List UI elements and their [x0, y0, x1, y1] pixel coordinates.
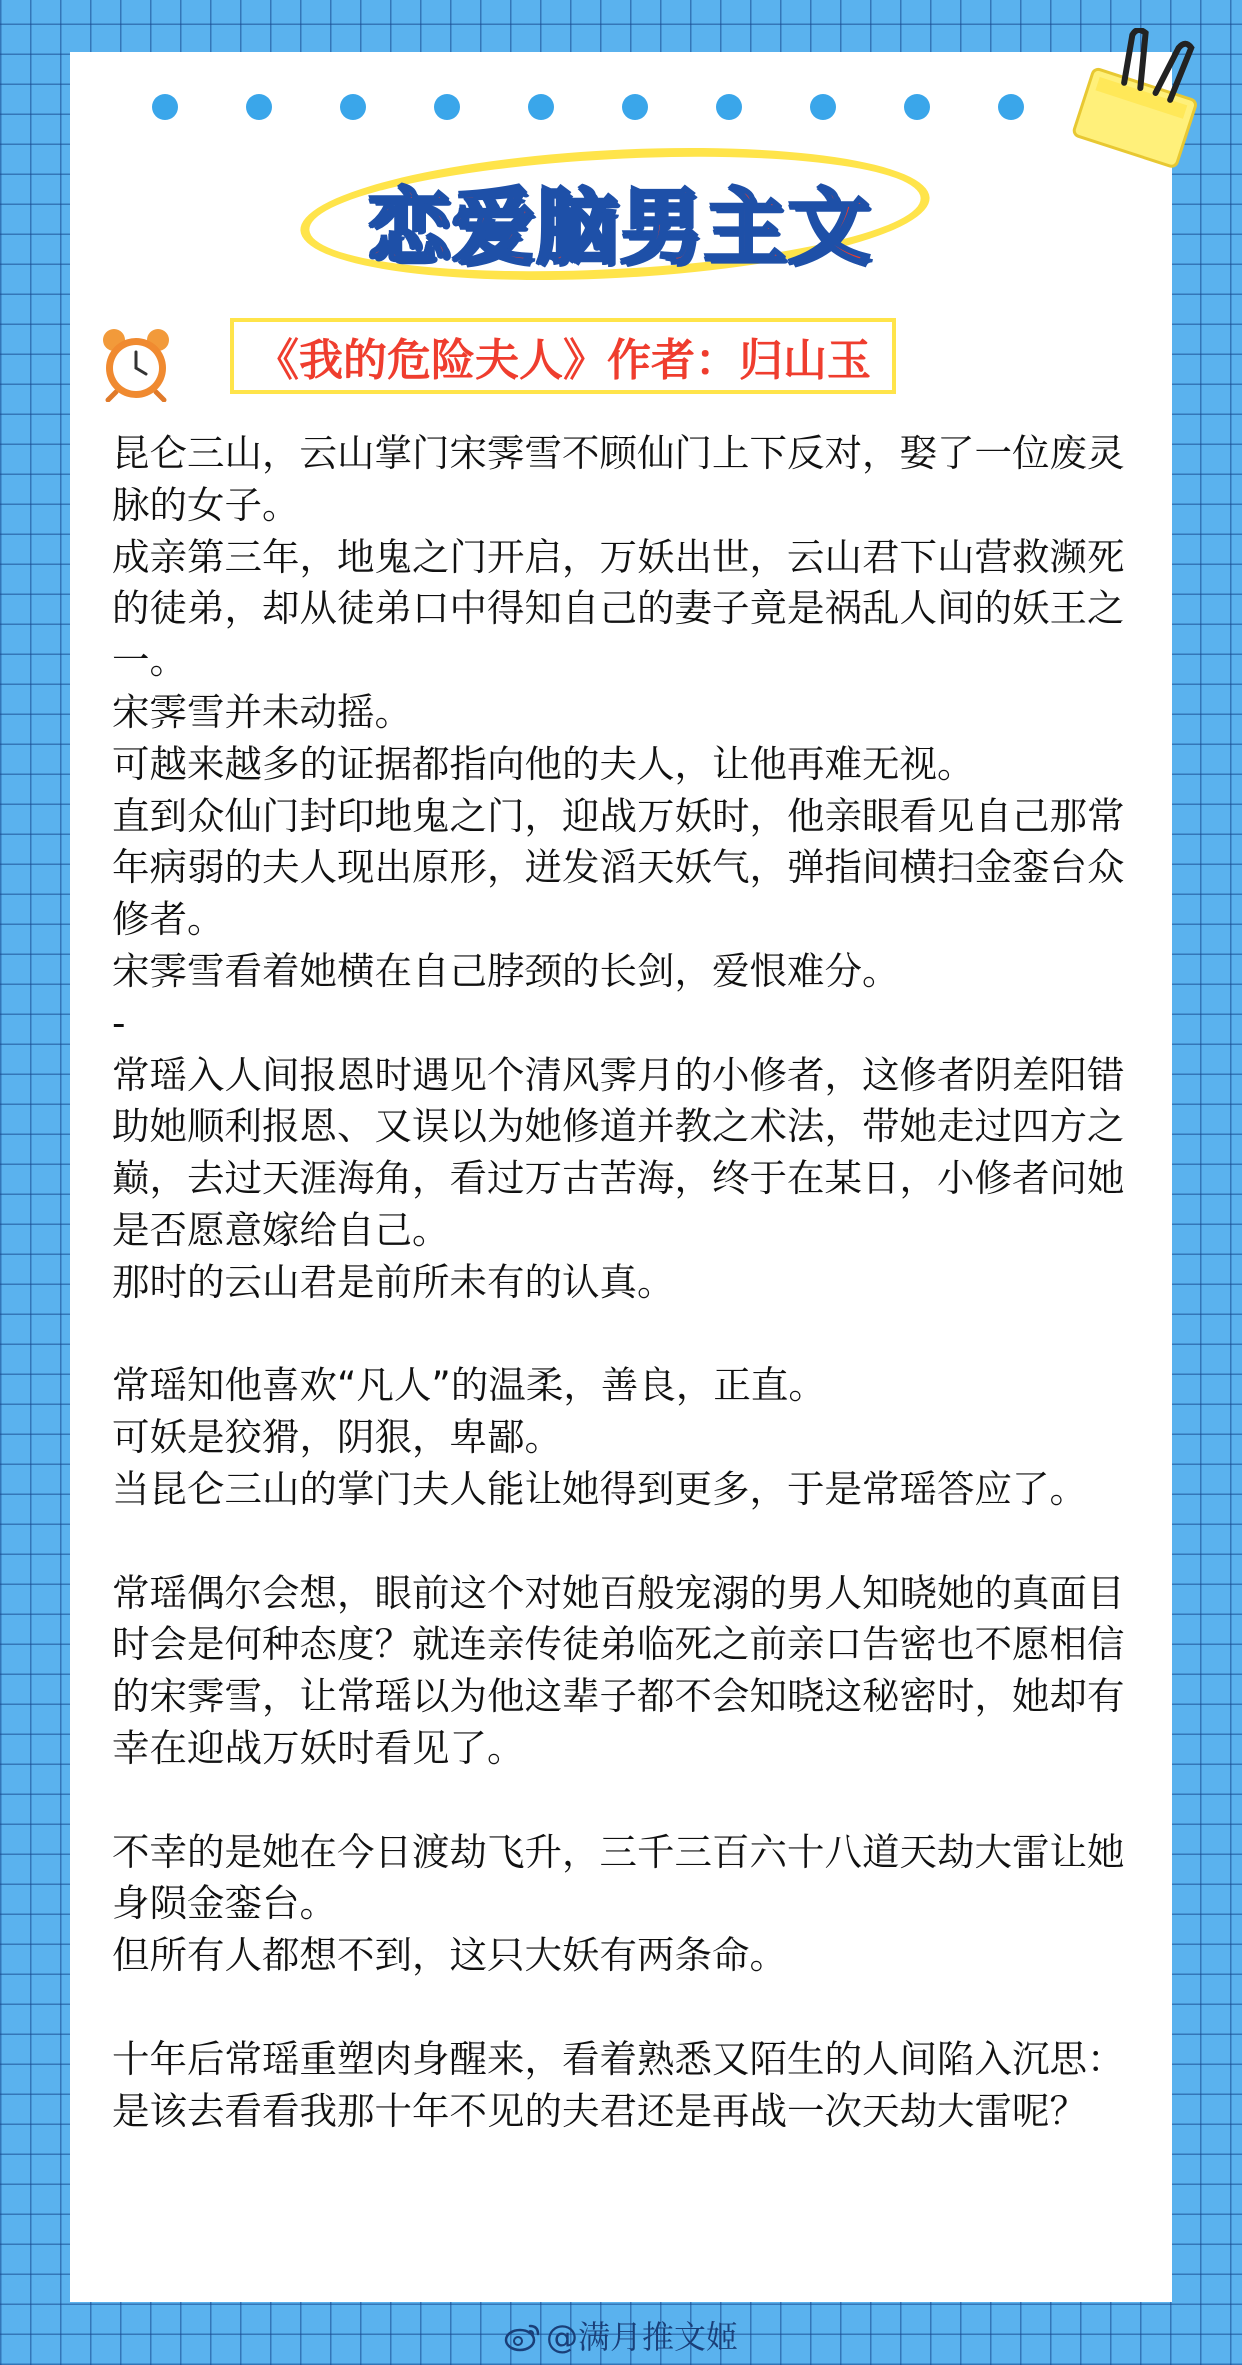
dot	[998, 94, 1024, 120]
paragraph: 常瑶入人间报恩时遇见个清风霁月的小修者，这修者阴差阳错助她顺利报恩、又误以为她修道并教之术法，带她走过四方之巅，去过天涯海角，看过万古苦海，终于在某日，小修者问她是否愿意嫁给自己。	[112, 1052, 1125, 1252]
blank-line	[112, 1516, 1136, 1568]
blank-line	[112, 1982, 1136, 2034]
dot	[434, 94, 460, 120]
paragraph: 十年后常瑶重塑肉身醒来，看着熟悉又陌生的人间陷入沉思：是该去看看我那十年不见的夫君还是再战一次天劫大雷呢？	[112, 2036, 1125, 2133]
blank-line	[112, 1775, 1136, 1827]
weibo-logo-icon	[504, 2322, 542, 2352]
page-title: 恋爱脑男主文	[367, 180, 872, 275]
paragraph: 那时的云山君是前所未有的认真。	[112, 1259, 675, 1304]
paragraph: 宋霁雪并未动摇。	[112, 689, 412, 734]
paragraph: 可越来越多的证据都指向他的夫人，让他再难无视。	[112, 741, 975, 786]
dot	[340, 94, 366, 120]
paragraph: 当昆仑三山的掌门夫人能让她得到更多，于是常瑶答应了。	[112, 1466, 1087, 1511]
dot	[622, 94, 648, 120]
paragraph: 常瑶偶尔会想，眼前这个对她百般宠溺的男人知晓她的真面目时会是何种态度？就连亲传徒弟临死之前亲口告密也不愿相信的宋霁雪，让常瑶以为他这辈子都不会知晓这秘密时，她却有幸在迎战万妖时看见了。	[112, 1570, 1125, 1770]
paragraph: 成亲第三年，地鬼之门开启，万妖出世，云山君下山营救濒死的徒弟，却从徒弟口中得知自己的妻子竟是祸乱人间的妖王之一。	[112, 534, 1125, 683]
book-title-box	[230, 318, 896, 394]
alarm-clock-icon	[98, 326, 174, 402]
dot	[528, 94, 554, 120]
paragraph: 宋霁雪看着她横在自己脖颈的长剑，爱恨难分。	[112, 948, 900, 993]
paragraph: 但所有人都想不到，这只大妖有两条命。	[112, 1933, 787, 1978]
paragraph-separator: -	[112, 1000, 126, 1045]
dot	[246, 94, 272, 120]
dot	[810, 94, 836, 120]
paragraph: 不幸的是她在今日渡劫飞升，三千三百六十八道天劫大雷让她身陨金銮台。	[112, 1829, 1125, 1926]
title-banner	[290, 140, 950, 290]
paragraph: 常瑶知他喜欢“凡人”的温柔，善良，正直。	[112, 1363, 826, 1408]
paragraph: 可妖是狡猾，阴狠，卑鄙。	[112, 1415, 562, 1460]
dot	[716, 94, 742, 120]
watermark-text: @满月推文姬	[545, 2318, 738, 2356]
paragraph: 昆仑三山，云山掌门宋霁雪不顾仙门上下反对，娶了一位废灵脉的女子。	[112, 431, 1125, 527]
decorative-dots	[152, 94, 1052, 122]
dot	[152, 94, 178, 120]
synopsis-text	[112, 428, 1136, 2137]
dot	[904, 94, 930, 120]
binder-clip-icon	[1062, 28, 1212, 168]
paragraph: 直到众仙门封印地鬼之门，迎战万妖时，他亲眼看见自己那常年病弱的夫人现出原形，迸发滔天妖气，弹指间横扫金銮台众修者。	[112, 793, 1125, 942]
watermark	[0, 2312, 1242, 2358]
blank-line	[112, 1309, 1136, 1361]
book-title: 《我的危险夫人》作者：归山玉	[234, 322, 892, 390]
